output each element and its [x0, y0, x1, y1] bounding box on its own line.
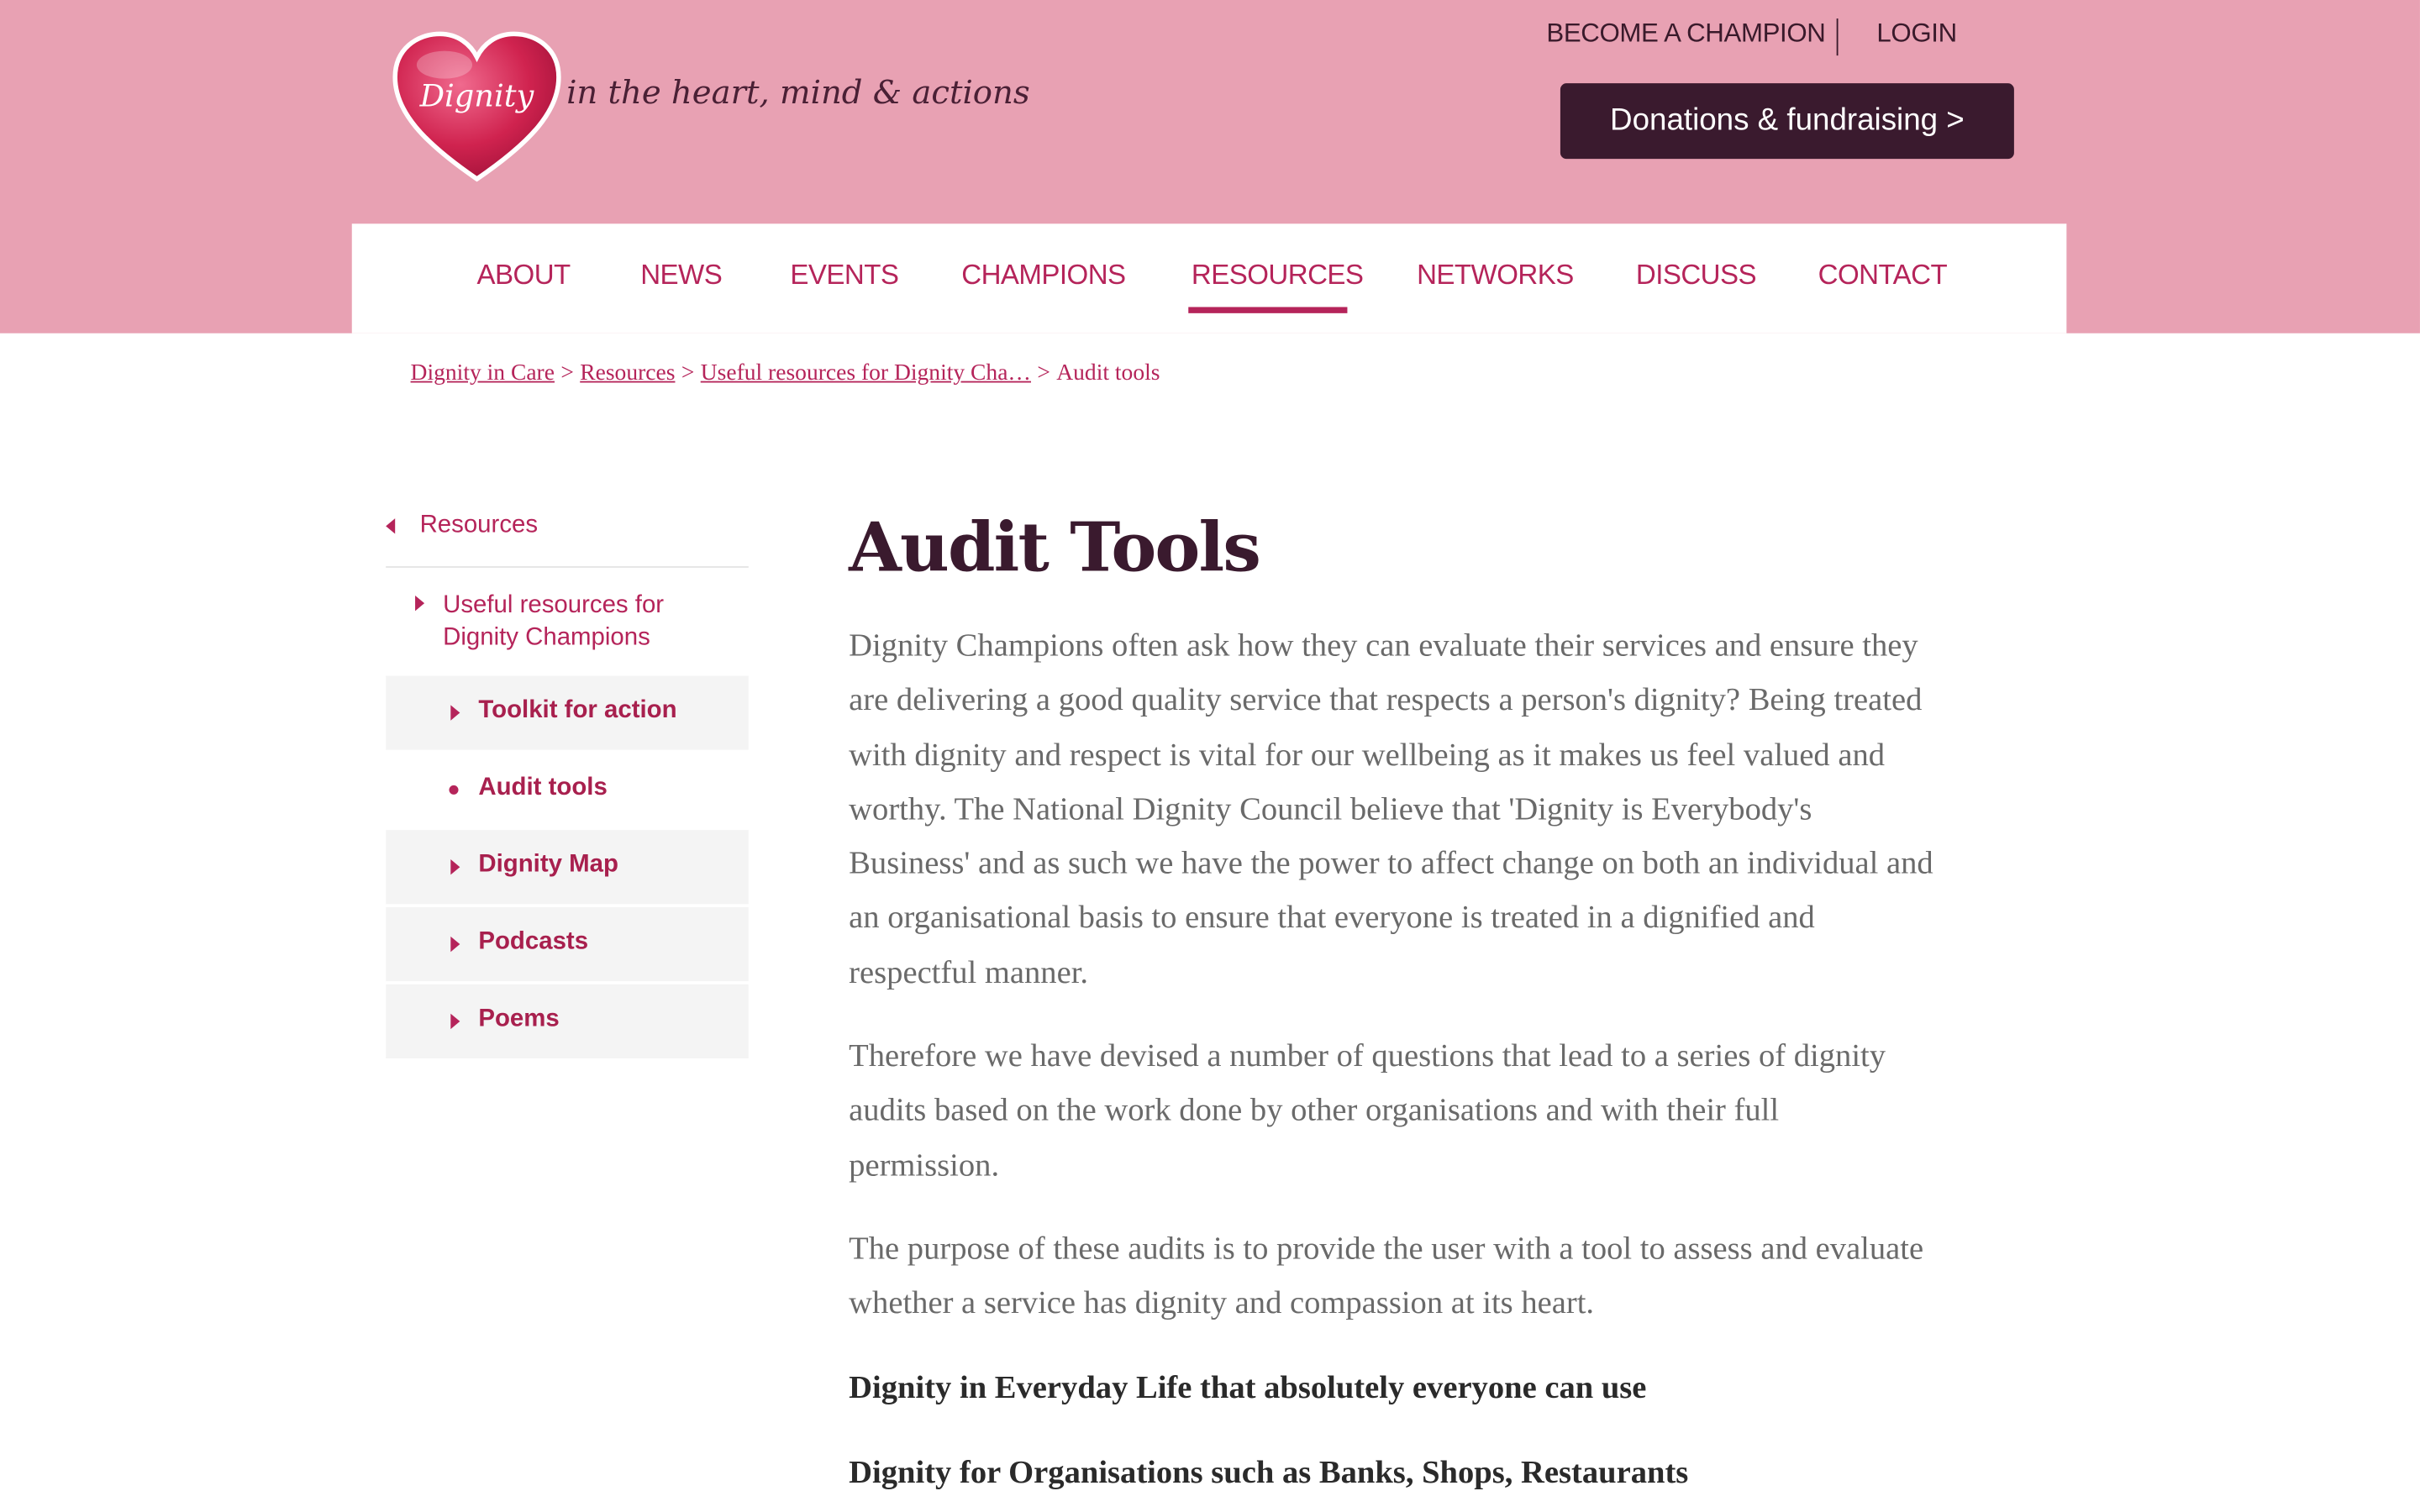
caret-left-icon [386, 518, 395, 533]
sidebar-item-label: Audit tools [478, 774, 608, 801]
logo-tagline: in the heart, mind & actions [566, 74, 1030, 112]
link-everyday-life[interactable]: Dignity in Everyday Life that absolutely everyone can use [849, 1368, 1647, 1406]
caret-right-icon [450, 859, 460, 874]
main-nav [352, 223, 2067, 333]
breadcrumb-useful-resources[interactable]: Useful resources for Dignity Cha… [700, 360, 1032, 386]
nav-news[interactable]: NEWS [640, 259, 723, 291]
logo[interactable] [392, 31, 1030, 186]
sidebar-parent-resources[interactable] [386, 494, 749, 568]
caret-right-icon [450, 705, 460, 720]
logo-word: Dignity [419, 76, 534, 114]
breadcrumb-home[interactable]: Dignity in Care [410, 360, 555, 386]
nav-contact[interactable]: CONTACT [1818, 259, 1948, 291]
nav-champions[interactable]: CHAMPIONS [961, 259, 1126, 291]
top-links-divider [1837, 18, 1839, 55]
breadcrumb [411, 361, 1160, 387]
sidebar-section-useful-resources[interactable] [386, 568, 749, 673]
top-links [1528, 18, 1975, 59]
nav-resources[interactable]: RESOURCES [1191, 259, 1364, 291]
become-champion-link[interactable]: BECOME A CHAMPION [1546, 18, 1826, 48]
sidebar-item-label: Toolkit for action [478, 697, 677, 724]
breadcrumb-separator: > [1037, 360, 1050, 386]
caret-right-icon [415, 596, 424, 611]
nav-active-indicator [1188, 307, 1347, 313]
paragraph-3: The purpose of these audits is to provide the user with a tool to assess and evaluate whether a service has dignity and compassion at its heart. [849, 1229, 1924, 1321]
nav-events[interactable]: EVENTS [790, 259, 899, 291]
breadcrumb-separator: > [681, 360, 695, 386]
breadcrumb-resources[interactable]: Resources [580, 360, 676, 386]
intro-paragraph: Dignity Champions often ask how they can evaluate their services and ensure they are delivering a good quality service that respects a person's dignity? Being treated with dignity and respect is vital for our wellbeing as it makes us feel valued and worthy. The National Dignity Council believe that 'Dignity is Everybody's Business' and as such we have the power to affect change on both an individual and an organisational basis to ensure that everyone is treated in a dignified and respectful manner. [849, 626, 1933, 990]
login-link[interactable]: LOGIN [1876, 18, 1957, 48]
sidebar-item-label: Dignity Map [478, 851, 618, 879]
sidebar-item-dignity-map[interactable] [386, 830, 749, 904]
caret-right-icon [450, 937, 460, 952]
caret-right-icon [450, 1014, 460, 1029]
donations-button[interactable]: Donations & fundraising > [1560, 83, 2014, 159]
sidebar-item-poems[interactable] [386, 984, 749, 1058]
sidebar-item-audit-tools[interactable] [386, 753, 749, 827]
bullet-icon [449, 785, 458, 795]
nav-about[interactable]: ABOUT [476, 259, 571, 291]
link-organisations[interactable]: Dignity for Organisations such as Banks, Shops, Restaurants [849, 1453, 1689, 1491]
breadcrumb-current: Audit tools [1056, 360, 1160, 386]
page-title: Audit Tools [849, 509, 1260, 588]
sidebar-item-label: Poems [478, 1005, 560, 1032]
paragraph-2: Therefore we have devised a number of questions that lead to a series of dignity audits based on the work done by other organisations and with their full permission. [849, 1037, 1886, 1184]
sidebar-parent-label: Resources [419, 512, 539, 539]
sidebar-section-label: Useful resources for Dignity Champions [443, 592, 665, 652]
sidebar-item-toolkit[interactable] [386, 675, 749, 749]
sidebar-item-label: Podcasts [478, 928, 589, 955]
nav-discuss[interactable]: DISCUSS [1635, 259, 1757, 291]
breadcrumb-separator: > [560, 360, 574, 386]
nav-networks[interactable]: NETWORKS [1417, 259, 1574, 291]
sidebar-item-podcasts[interactable] [386, 907, 749, 981]
